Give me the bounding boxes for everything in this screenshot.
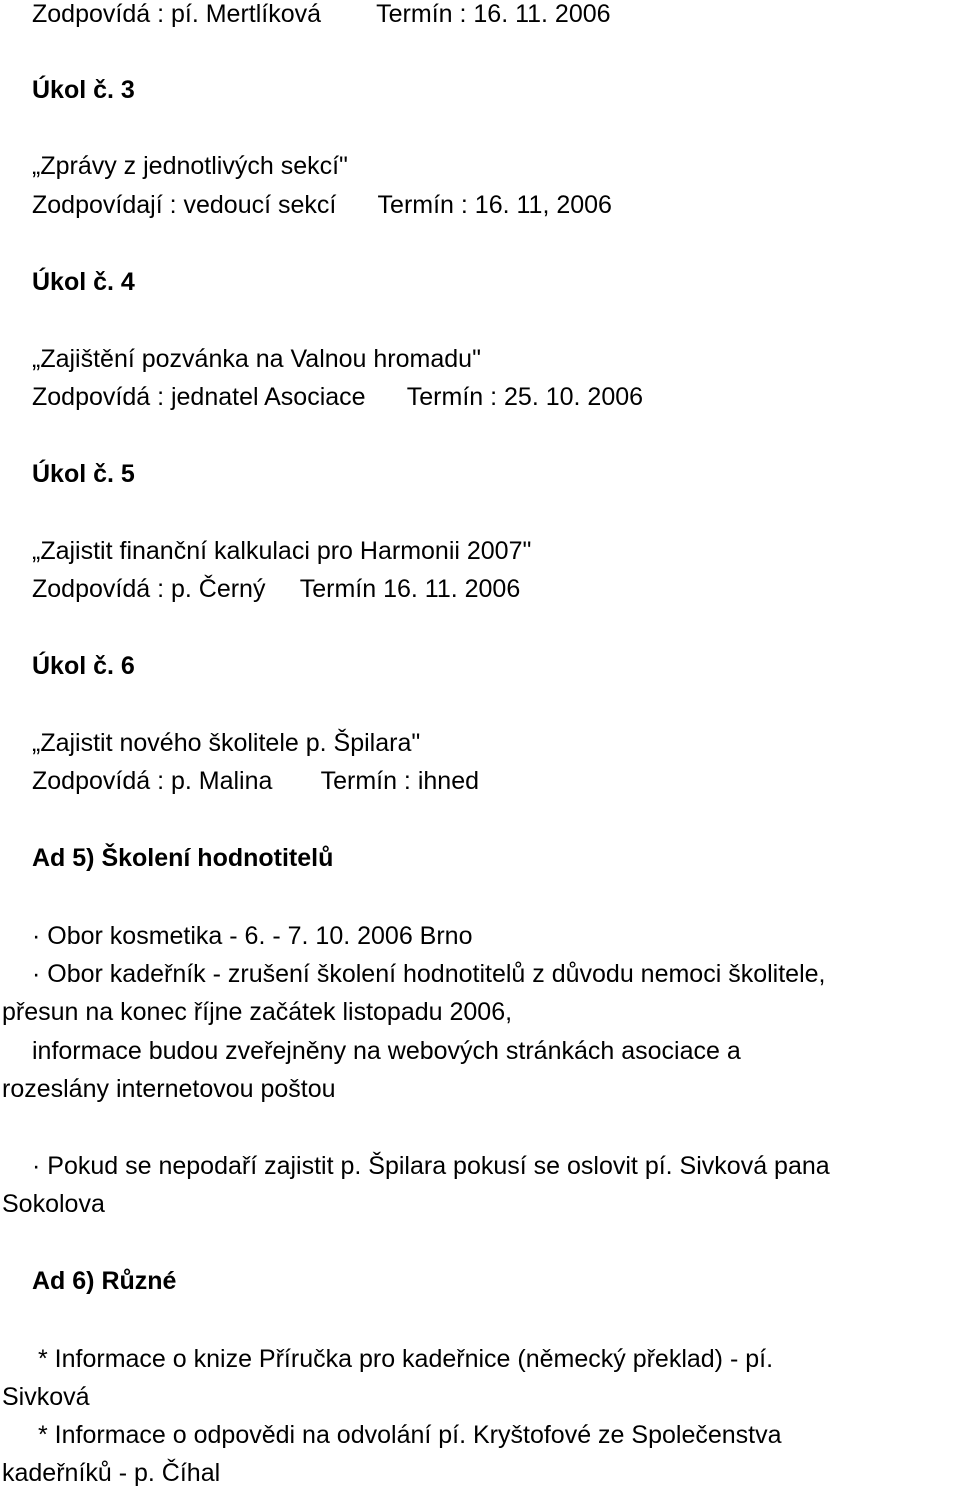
ad5-bullet-3-cont: Sokolova: [2, 1190, 105, 1218]
ad6-item-2-cont: kadeřníků - p. Číhal: [2, 1459, 221, 1487]
task-3-responsible: Zodpovídají : vedoucí sekcí Termín : 16. 11, 2006: [32, 191, 612, 219]
task-4-description: „Zajištění pozvánka na Valnou hromadu": [32, 345, 481, 373]
task-5-title: Úkol č. 5: [32, 460, 135, 488]
task-6-description: „Zajistit nového školitele p. Špilara": [32, 729, 421, 757]
section-ad6-title: Ad 6) Různé: [32, 1267, 177, 1295]
ad5-bullet-2-info: informace budou zveřejněny na webových stránkách asociace a: [32, 1037, 741, 1065]
task-6-title: Úkol č. 6: [32, 652, 135, 680]
task-6-responsible: Zodpovídá : p. Malina Termín : ihned: [32, 767, 479, 795]
task-5-responsible: Zodpovídá : p. Černý Termín 16. 11. 2006: [32, 575, 521, 603]
ad6-item-1: * Informace o knize Příručka pro kadeřnice (německý překlad) - pí.: [38, 1345, 774, 1373]
section-ad5-title: Ad 5) Školení hodnotitelů: [32, 844, 334, 872]
ad6-item-1-cont: Sivková: [2, 1383, 90, 1411]
task-4-responsible: Zodpovídá : jednatel Asociace Termín : 25. 10. 2006: [32, 383, 644, 411]
ad5-bullet-2-info-cont: rozeslány internetovou poštou: [2, 1075, 336, 1103]
task-3-title: Úkol č. 3: [32, 76, 135, 104]
ad5-bullet-2-cont: přesun na konec říjne začátek listopadu 2006,: [2, 998, 513, 1026]
task-3-description: „Zprávy z jednotlivých sekcí": [32, 152, 348, 180]
ad5-bullet-1: · Obor kosmetika - 6. - 7. 10. 2006 Brno: [32, 922, 473, 950]
task-responsible-line: Zodpovídá : pí. Mertlíková Termín : 16. 11. 2006: [32, 0, 611, 28]
task-5-description: „Zajistit finanční kalkulaci pro Harmonii 2007": [32, 537, 532, 565]
ad5-bullet-2: · Obor kadeřník - zrušení školení hodnotitelů z důvodu nemoci školitele,: [32, 960, 826, 988]
ad5-bullet-3: · Pokud se nepodaří zajistit p. Špilara pokusí se oslovit pí. Sivková pana: [32, 1152, 830, 1180]
ad6-item-2: * Informace o odpovědi na odvolání pí. Kryštofové ze Společenstva: [38, 1421, 782, 1449]
task-4-title: Úkol č. 4: [32, 268, 135, 296]
